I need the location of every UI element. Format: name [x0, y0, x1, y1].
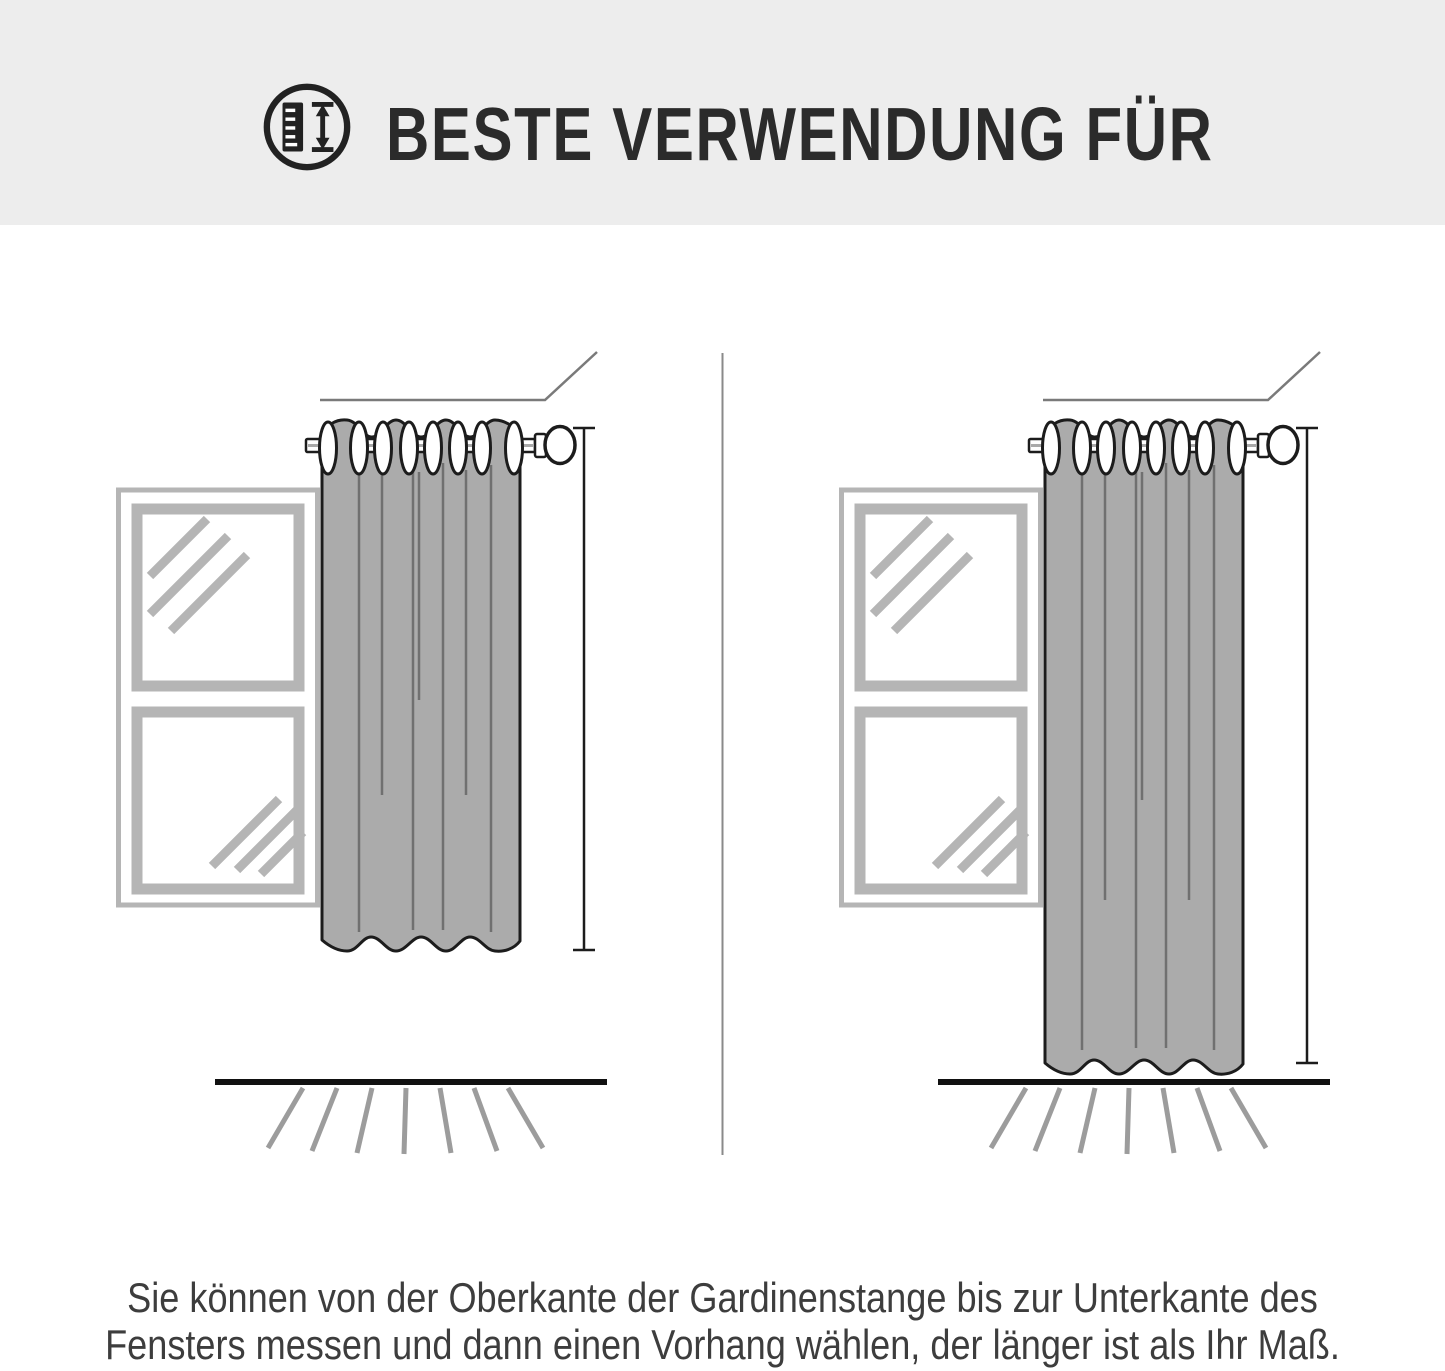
caption-text [0, 1274, 1445, 1369]
rod-finial [1258, 427, 1298, 464]
ceiling-line [1043, 352, 1320, 400]
page-title: BESTE VERWENDUNG FÜR [386, 92, 1214, 176]
ceiling-line [320, 352, 597, 400]
left-illustration-short-curtain [119, 352, 608, 1154]
caption-line-1: Sie können von der Oberkante der Gardinenstange bis zur Unterkante des [127, 1274, 1318, 1321]
light-rays [268, 1088, 543, 1154]
light-rays [991, 1088, 1266, 1154]
caption-line-2: Fensters messen und dann einen Vorhang wählen, der länger ist als Ihr Maß. [105, 1321, 1340, 1369]
height-measure-line [1296, 428, 1318, 1063]
curtain-long [1045, 420, 1243, 1074]
rod-finial [535, 427, 575, 464]
window [119, 490, 318, 905]
height-measure-line [573, 428, 595, 950]
curtain-short [322, 420, 520, 951]
window [842, 490, 1041, 905]
right-illustration-long-curtain [842, 352, 1331, 1154]
